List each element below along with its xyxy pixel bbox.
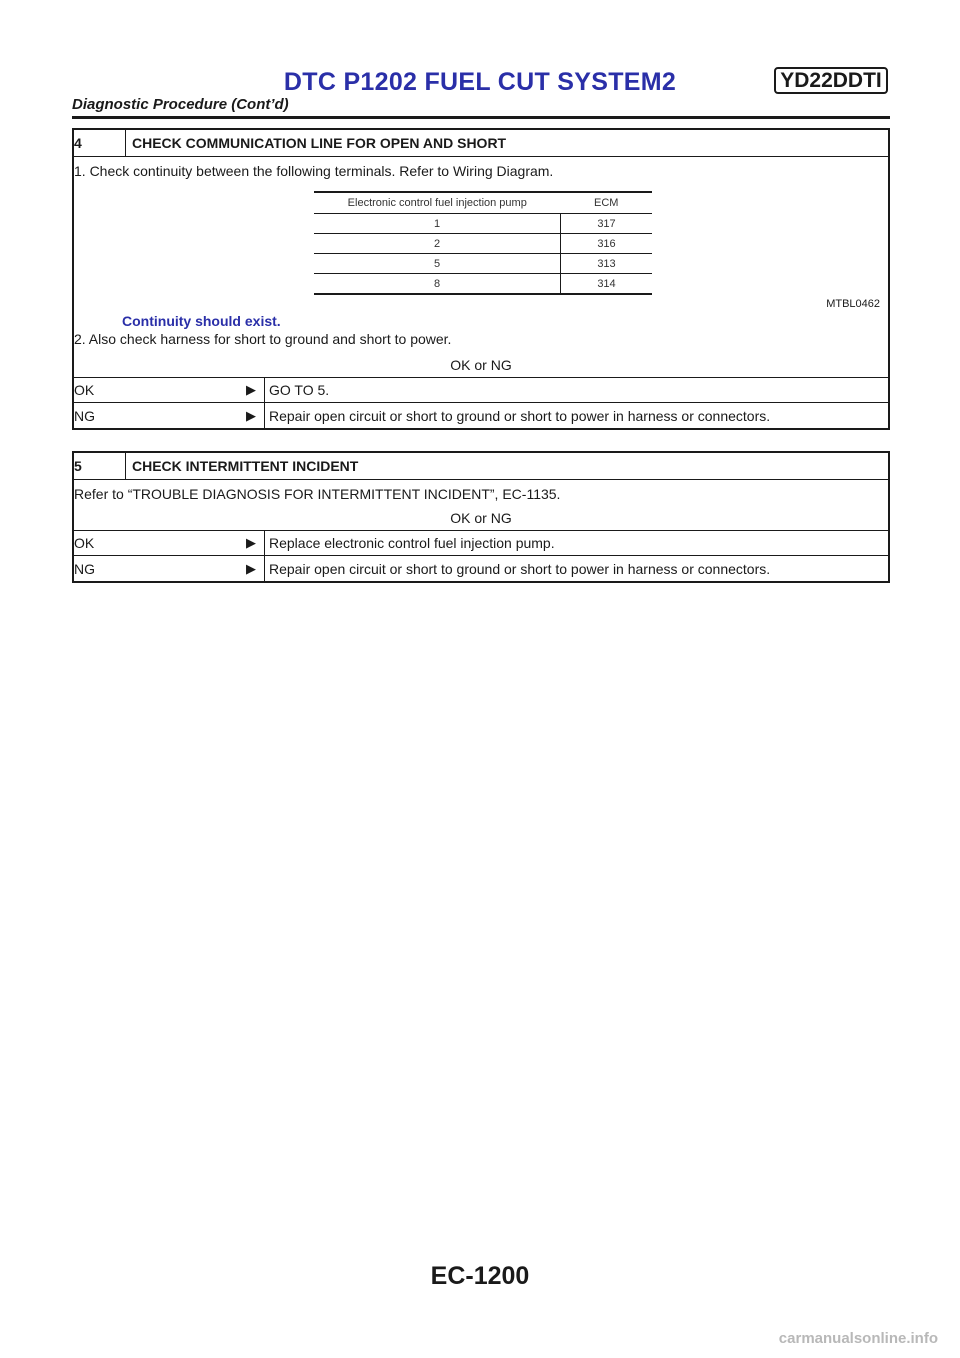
result-action: Repair open circuit or short to ground or short to power in harness or connectors. xyxy=(264,403,888,428)
instruction-line: Refer to “TROUBLE DIAGNOSIS FOR INTERMITTENT INCIDENT”, EC-1135. xyxy=(74,486,561,502)
instruction-line: 2. Also check harness for short to ground and short to power. xyxy=(74,331,452,347)
result-row-ng xyxy=(74,403,888,428)
result-code: NG xyxy=(74,560,95,577)
step-4-header xyxy=(74,130,888,157)
table-cell: 1 xyxy=(314,214,561,234)
table-cell: 314 xyxy=(561,274,653,295)
terminal-table xyxy=(314,191,652,295)
table-cell: 5 xyxy=(314,254,561,274)
table-header: Electronic control fuel injection pump xyxy=(314,192,561,214)
arrow-right-icon: ▶ xyxy=(246,382,256,397)
table-header: ECM xyxy=(561,192,653,214)
arrow-right-icon: ▶ xyxy=(246,560,256,576)
table-cell: 313 xyxy=(561,254,653,274)
step-title: CHECK INTERMITTENT INCIDENT xyxy=(132,458,359,474)
step-4-body xyxy=(74,157,888,378)
result-code: OK xyxy=(74,382,95,398)
header-divider xyxy=(72,116,890,119)
result-row-ok xyxy=(74,378,888,403)
continuity-note: Continuity should exist. xyxy=(122,313,281,329)
engine-code-badge: YD22DDTI xyxy=(774,67,888,94)
table-row xyxy=(314,274,652,295)
figure-code: MTBL0462 xyxy=(826,298,880,310)
table-row xyxy=(314,214,652,234)
step-number: 4 xyxy=(74,130,126,156)
ok-or-ng-label: OK or NG xyxy=(450,357,512,373)
table-cell: 317 xyxy=(561,214,653,234)
table-cell: 316 xyxy=(561,234,653,254)
arrow-right-icon: ▶ xyxy=(246,535,256,550)
table-row xyxy=(314,254,652,274)
step-number: 5 xyxy=(74,453,126,479)
page-number: EC-1200 xyxy=(430,1262,530,1290)
table-row xyxy=(314,234,652,254)
result-action: Replace electronic control fuel injection pump. xyxy=(264,531,888,555)
result-row-ok xyxy=(74,531,888,556)
result-action: GO TO 5. xyxy=(264,378,888,402)
page-subtitle: Diagnostic Procedure (Cont’d) xyxy=(72,96,289,113)
result-row-ng xyxy=(74,556,888,581)
step-4-box xyxy=(72,128,890,430)
table-cell: 2 xyxy=(314,234,561,254)
arrow-right-icon: ▶ xyxy=(246,407,256,423)
table-cell: 8 xyxy=(314,274,561,295)
result-code: OK xyxy=(74,535,95,551)
result-action: Repair open circuit or short to ground or short to power in harness or connectors. xyxy=(264,556,888,581)
step-5-box xyxy=(72,451,890,583)
ok-or-ng-label: OK or NG xyxy=(450,510,512,526)
step-5-header xyxy=(74,453,888,480)
step-title: CHECK COMMUNICATION LINE FOR OPEN AND SHORT xyxy=(132,135,507,151)
instruction-line: 1. Check continuity between the following terminals. Refer to Wiring Diagram. xyxy=(74,163,554,179)
watermark: carmanualsonline.info xyxy=(778,1330,938,1347)
page-title: DTC P1202 FUEL CUT SYSTEM2 xyxy=(283,68,677,96)
result-code: NG xyxy=(74,407,95,424)
step-5-body xyxy=(74,480,888,531)
